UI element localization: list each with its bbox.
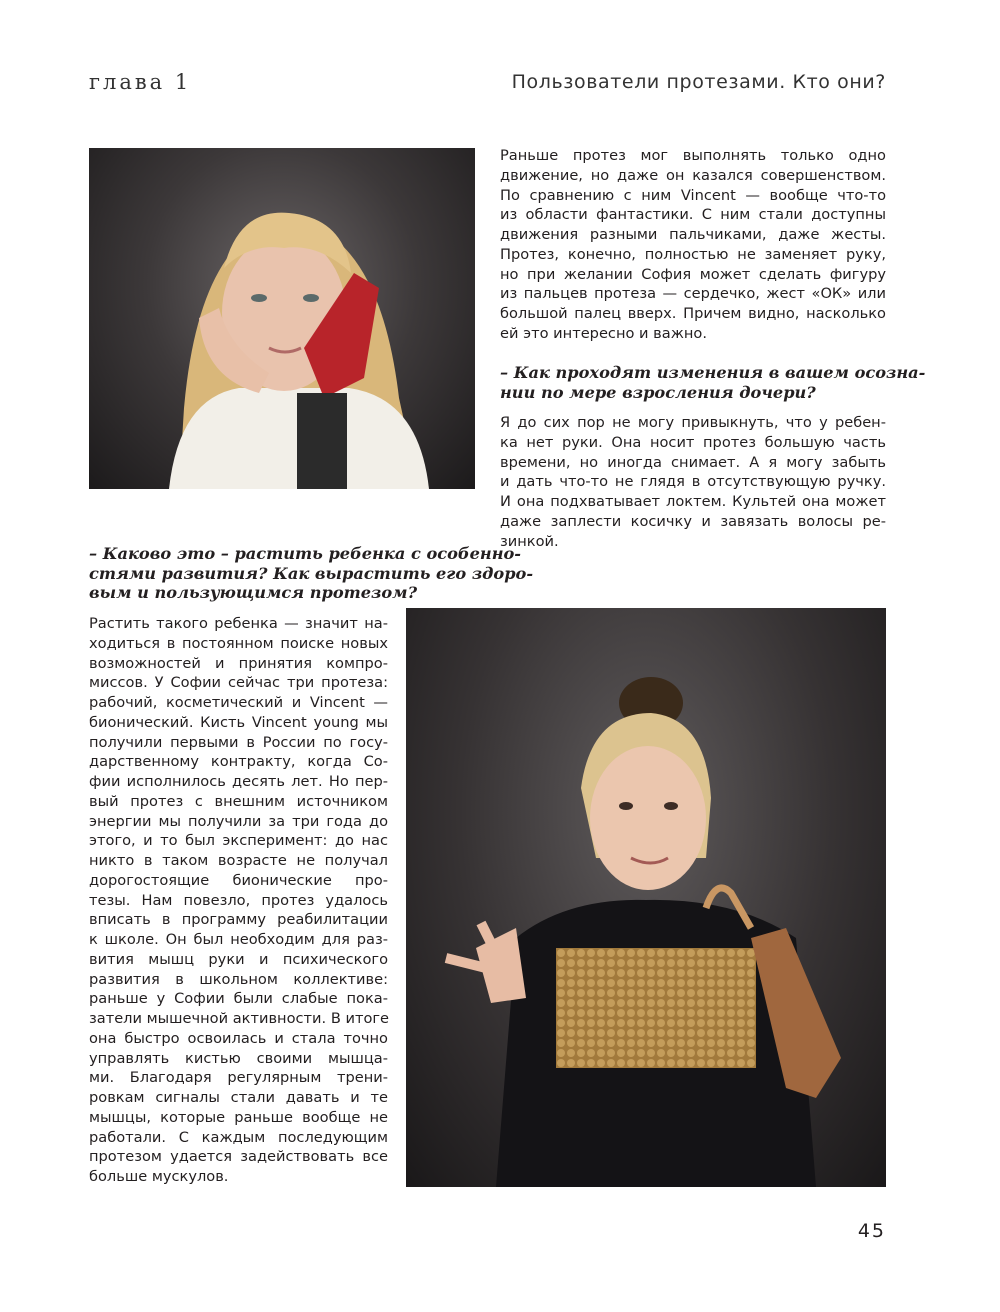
question-line: – Каково это – растить ребенка с особенно- bbox=[89, 544, 522, 563]
question-line: – Как проходят изменения в вашем осозна- bbox=[500, 363, 926, 382]
text-line: этого, и то был эксперимент: до нас bbox=[89, 832, 388, 850]
text-line: Раньше протез мог выполнять только одно bbox=[500, 147, 886, 164]
text-line: ей это интересно и важно. bbox=[500, 324, 707, 342]
text-line: зинкой. bbox=[500, 532, 559, 550]
text-line: Я до сих пор не могу привыкнуть, что у ребен- bbox=[500, 414, 886, 431]
text-line: работали. С каждым последующим bbox=[89, 1128, 388, 1146]
text-line: По сравнению с ним Vincent — вообще что-то bbox=[500, 186, 886, 204]
text-line: вития мышц руки и психического bbox=[89, 950, 388, 968]
text-line: вписать в программу реабилитации bbox=[89, 911, 388, 929]
text-line: мышцы, которые раньше вообще не bbox=[89, 1108, 388, 1126]
text-line: из пальцев протеза — сердечко, жест «ОК» или bbox=[500, 285, 886, 303]
left-paragraph bbox=[89, 614, 388, 1187]
text-line: Растить такого ребенка — значит на- bbox=[89, 615, 388, 632]
text-line: но при желании София может сделать фигуру bbox=[500, 265, 886, 283]
text-line: она быстро освоилась и стала точно bbox=[89, 1029, 388, 1047]
text-line: возможностей и принятия компро- bbox=[89, 654, 388, 672]
text-line: движение, но даже он казался совершенством. bbox=[500, 166, 886, 184]
text-line: Протез, конечно, полностью не заменяет руку, bbox=[500, 245, 886, 263]
text-line: затели мышечной активности. В итоге bbox=[89, 1010, 390, 1027]
text-line: к школе. Он был необходим для раз- bbox=[89, 931, 388, 948]
photo-girl-with-prosthetic-hand bbox=[89, 148, 475, 489]
text-line: ка нет руки. Она носит протез большую часть bbox=[500, 433, 886, 451]
running-title: Пользователи протезами. Кто они? bbox=[511, 71, 886, 93]
interview-question-left bbox=[89, 544, 534, 603]
text-line: ровкам сигналы стали давать и те bbox=[89, 1089, 388, 1106]
page-number: 45 bbox=[857, 1220, 886, 1242]
text-line: дорогостоящие бионические про- bbox=[89, 871, 388, 889]
text-line: управлять кистью своими мышца- bbox=[89, 1049, 388, 1067]
text-line: из области фантастики. С ним стали доступны bbox=[500, 206, 886, 224]
text-line: дарственному контракту, когда Со- bbox=[89, 753, 388, 771]
photo-girl-with-bionic-arm bbox=[406, 608, 886, 1187]
question-line: нии по мере взросления дочери? bbox=[500, 382, 816, 402]
text-line: больше мускулов. bbox=[89, 1168, 229, 1185]
interview-question-right bbox=[500, 363, 926, 402]
text-line: вый протез с внешним источником bbox=[89, 792, 388, 810]
text-line: большой палец вверх. Причем видно, насколько bbox=[500, 305, 886, 322]
text-line: рабочий, косметический и Vincent — bbox=[89, 694, 388, 711]
text-line: фии исполнилось десять лет. Но пер- bbox=[89, 773, 388, 790]
text-line: раньше у Софии были слабые пока- bbox=[89, 990, 388, 1008]
text-line: никто в таком возрасте не получал bbox=[89, 852, 388, 869]
question-line: стями развития? Как вырастить его здоро- bbox=[89, 563, 534, 583]
text-line: и дать что-то не глядя в отсутствующую ручку. bbox=[500, 473, 886, 491]
text-line: времени, но иногда снимает. А я могу забыть bbox=[500, 453, 886, 471]
text-line: тезы. Нам повезло, протез удалось bbox=[89, 891, 388, 909]
chapter-label: глава 1 bbox=[89, 70, 192, 94]
text-line: движения разными пальчиками, даже жесты. bbox=[500, 226, 886, 243]
right-paragraph-2 bbox=[500, 413, 886, 551]
text-line: энергии мы получили за три года до bbox=[89, 812, 388, 830]
text-line: ходиться в постоянном поиске новых bbox=[89, 634, 388, 652]
text-line: развития в школьном коллективе: bbox=[89, 970, 388, 988]
text-line: ми. Благодаря регулярным трени- bbox=[89, 1069, 388, 1087]
text-line: даже заплести косичку и завязать волосы ре- bbox=[500, 512, 886, 530]
question-line: вым и пользующимся протезом? bbox=[89, 583, 418, 602]
text-line: бионический. Кисть Vincent young мы bbox=[89, 713, 388, 731]
text-line: получили первыми в России по госу- bbox=[89, 733, 388, 751]
text-line: миссов. У Софии сейчас три протеза: bbox=[89, 674, 388, 692]
text-line: И она подхватывает локтем. Культей она может bbox=[500, 493, 886, 510]
right-paragraph-1 bbox=[500, 146, 886, 344]
text-line: протезом удается задействовать все bbox=[89, 1148, 388, 1166]
